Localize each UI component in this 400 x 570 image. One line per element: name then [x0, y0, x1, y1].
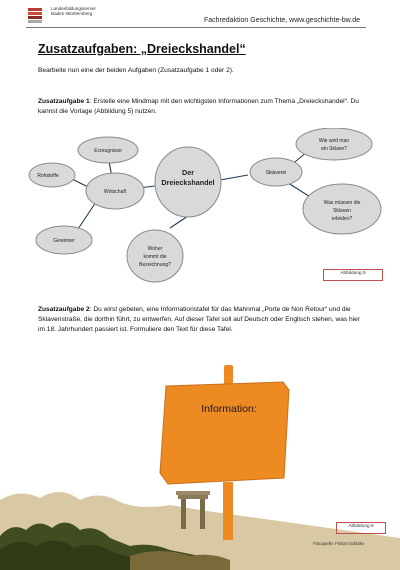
task2-text: : Du wirst gebeten, eine Informationstafel für das Mahnmal „Porte de Non Retour“ und die Sklavenstraße, die dorthin führt, zu entwerfen. Auf dieser Tafel soll auf Deutsch oder Englisch stehen, was hier im 18. Jahrhundert passiert ist. Formuliere den Text für diese Tafel.	[38, 306, 361, 333]
logo-line: Baden-Württemberg	[51, 11, 93, 17]
node-erleiden-line2: Sklaven	[333, 208, 351, 214]
intro-text: Bearbeite nun eine der beiden Aufgaben (Zusatzaufgabe 1 oder 2).	[38, 67, 234, 74]
header-divider	[26, 27, 366, 28]
node-center-line1: Der	[182, 168, 194, 177]
task1-text: : Erstelle eine Mindmap mit den wichtigsten Informationen zum Thema „Dreieckshandel“. Du kannst die Vorlage (Abbildung 5) nutzen.	[38, 98, 359, 115]
sign-text: Information:	[201, 403, 257, 415]
caption-abbildung-6: Abbildung 6	[336, 522, 386, 534]
node-woher-line3: Bezeichnung?	[139, 262, 171, 268]
node-woher-line1: Woher	[147, 246, 163, 252]
node-erleiden-line3: erleiden?	[331, 216, 353, 222]
logo-icon	[27, 6, 49, 28]
node-sklave-line2: ein Sklave?	[321, 146, 347, 152]
node-wirtschaft: Wirtschaft	[103, 189, 127, 195]
node-center-line2: Dreieckshandel	[161, 178, 215, 187]
information-sign-illustration	[0, 360, 400, 570]
caption-abbildung-5: Abbildung 5	[323, 269, 383, 281]
logo-line: Landesbildungsserver	[51, 6, 96, 11]
node-gewinner: Gewinner	[53, 238, 75, 244]
site-header: Fachredaktion Geschichte, www.geschichte-bw.de	[203, 17, 360, 24]
node-erleiden-line1: Was müssen die	[323, 200, 361, 206]
node-erzeugnisse: Erzeugnisse	[94, 148, 122, 154]
task2-label: Zusatzaufgabe 2	[38, 306, 90, 313]
node-rohstoffe: Rohstoffe	[37, 173, 59, 179]
photo-credit: Fotoquelle: Florian Schlake	[313, 541, 364, 546]
logo-text	[51, 6, 96, 17]
page-title: Zusatzaufgaben: „Dreieckshandel“	[38, 42, 246, 56]
node-sklaverei: Sklaverei	[265, 170, 287, 176]
task1-label: Zusatzaufgabe 1	[38, 98, 90, 105]
node-sklave-line1: Wie wird man	[318, 138, 350, 144]
task1-paragraph	[38, 97, 363, 117]
node-woher-line2: kommt die	[143, 254, 167, 260]
task2-paragraph	[38, 305, 363, 335]
mindmap	[0, 128, 400, 288]
